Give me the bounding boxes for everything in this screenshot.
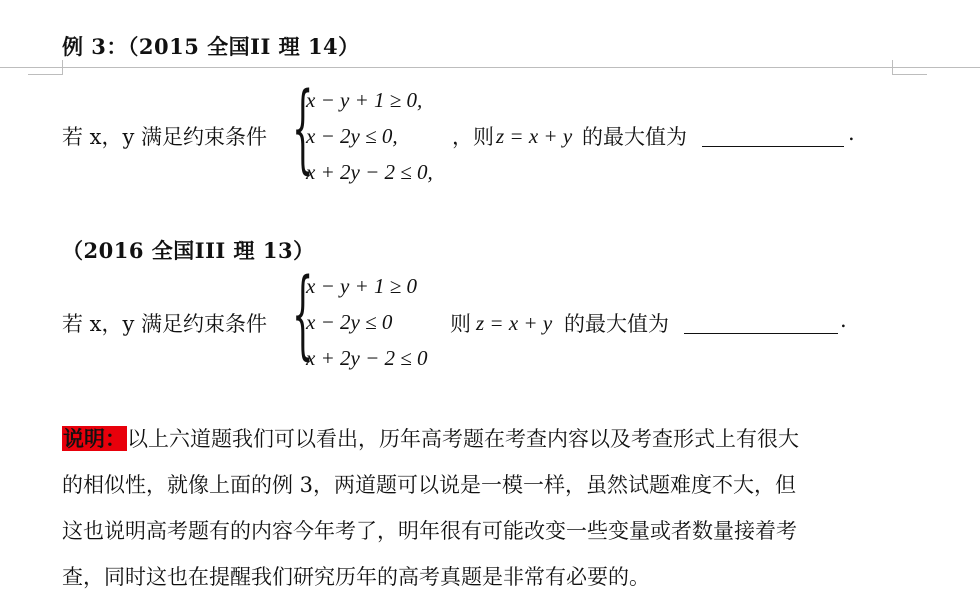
left-margin-mark [28, 60, 63, 75]
example-1-period: . [848, 121, 855, 145]
example-1-constraint-2: x − 2y ≤ 0, [306, 124, 398, 148]
example-1-constraint-1: x − y + 1 ≥ 0, [306, 88, 423, 112]
example-1-constraint-3: x + 2y − 2 ≤ 0, [306, 160, 433, 184]
example-2-middle: 则 [450, 312, 471, 336]
example-2-objective: z = x + y [476, 311, 553, 335]
example-2-period: . [840, 308, 847, 332]
example-2-prefix: 若 x，y 满足约束条件 [62, 312, 268, 336]
example-1-title: 例 3：（2015 全国II 理 14） [62, 34, 360, 59]
example-1-prefix: 若 x，y 满足约束条件 [62, 125, 268, 149]
note-paragraph [62, 416, 902, 600]
example-2-brace: { [292, 258, 314, 370]
example-2-constraint-1: x − y + 1 ≥ 0 [306, 274, 418, 298]
example-2-constraint-3: x + 2y − 2 ≤ 0 [306, 346, 428, 370]
example-2-suffix: 的最大值为 [564, 312, 669, 336]
note-label: 说明： [63, 426, 126, 451]
note-line-2: 的相似性，就像上面的例 3，两道题可以说是一模一样，虽然试题难度不大，但 [62, 473, 797, 497]
example-1-suffix: 的最大值为 [582, 125, 687, 149]
example-2-constraint-2: x − 2y ≤ 0 [306, 310, 393, 334]
example-1-brace: { [292, 72, 314, 184]
note-line-4: 查，同时这也在提醒我们研究历年的高考真题是非常有必要的。 [62, 565, 650, 589]
example-2-answer-blank[interactable] [684, 333, 838, 334]
right-margin-mark [892, 60, 927, 75]
note-line-1-text: 以上六道题我们可以看出，历年高考题在考查内容以及考查形式上有很大 [127, 427, 799, 451]
example-1-middle: ，则 [452, 125, 494, 149]
example-1-objective: z = x + y [496, 124, 573, 148]
page-margin-line [0, 67, 980, 68]
note-line-1 [62, 416, 902, 462]
example-1-answer-blank[interactable] [702, 146, 844, 147]
example-2-title: （2016 全国III 理 13） [62, 238, 315, 263]
note-line-3: 这也说明高考题有的内容今年考了，明年很有可能改变一些变量或者数量接着考 [62, 519, 797, 543]
